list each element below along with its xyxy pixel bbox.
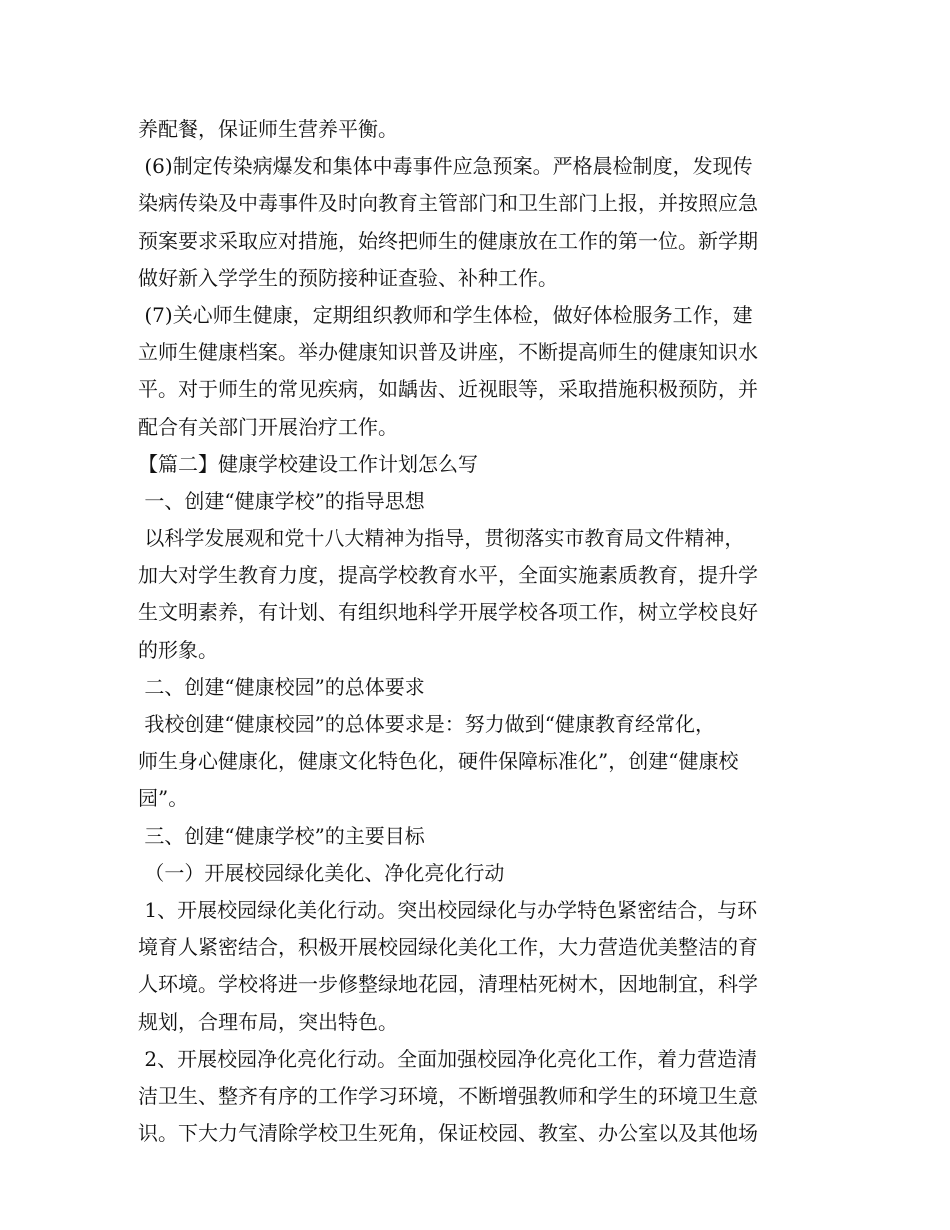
subheading: 三、创建“健康学校”的主要目标	[138, 823, 425, 848]
text-line: 2、开展校园净化亮化行动。全面加强校园净化亮化工作，着力营造清	[138, 1046, 758, 1071]
text-line: 识。下大力气清除学校卫生死角，保证校园、教室、办公室以及其他场	[138, 1121, 758, 1146]
text-line: 1、开展校园绿化美化行动。突出校园绿化与办学特色紧密结合，与环	[138, 897, 758, 922]
document-body	[138, 111, 818, 1152]
text-line: 平。对于师生的常见疾病，如龋齿、近视眼等，采取措施积极预防，并	[138, 377, 758, 402]
text-line: 师生身心健康化，健康文化特色化，硬件保障标准化”，创建“健康校	[138, 749, 739, 774]
text-line: 境育人紧密结合，积极开展校园绿化美化工作，大力营造优美整洁的育	[138, 935, 758, 960]
text-line: 加大对学生教育力度，提高学校教育水平，全面实施素质教育，提升学	[138, 563, 758, 588]
text-line: 人环境。学校将进一步修整绿地花园，清理枯死树木，因地制宜，科学	[138, 972, 758, 997]
text-line: 配合有关部门开展治疗工作。	[138, 414, 398, 439]
text-line: (7)关心师生健康，定期组织教师和学生体检，做好体检服务工作，建	[138, 302, 753, 327]
section-heading: 【篇二】健康学校建设工作计划怎么写	[138, 451, 478, 476]
text-line: 预案要求采取应对措施，始终把师生的健康放在工作的第一位。新学期	[138, 228, 758, 253]
subheading: （一）开展校园绿化美化、净化亮化行动	[138, 860, 505, 885]
text-line: 染病传染及中毒事件及时向教育主管部门和卫生部门上报，并按照应急	[138, 191, 758, 216]
subheading: 二、创建“健康校园”的总体要求	[138, 674, 425, 699]
text-line: 以科学发展观和党十八大精神为指导，贯彻落实市教育局文件精神，	[138, 526, 745, 551]
text-line: 做好新入学学生的预防接种证查验、补种工作。	[138, 265, 558, 290]
text-line: 养配餐，保证师生营养平衡。	[138, 117, 398, 141]
subheading: 一、创建“健康学校”的指导思想	[138, 488, 425, 513]
text-line: 我校创建“健康校园”的总体要求是：努力做到“健康教育经常化，	[138, 712, 716, 736]
text-line: 立师生健康档案。举办健康知识普及讲座，不断提高师生的健康知识水	[138, 340, 758, 365]
text-line: 园”。	[138, 786, 189, 811]
text-line: (6)制定传染病爆发和集体中毒事件应急预案。严格晨检制度，发现传	[138, 154, 753, 179]
text-line: 生文明素养，有计划、有组织地科学开展学校各项工作，树立学校良好	[138, 600, 758, 625]
text-line: 规划，合理布局，突出特色。	[138, 1009, 398, 1034]
text-line: 洁卫生、整齐有序的工作学习环境，不断增强教师和学生的环境卫生意	[138, 1083, 758, 1108]
text-line: 的形象。	[138, 637, 218, 662]
